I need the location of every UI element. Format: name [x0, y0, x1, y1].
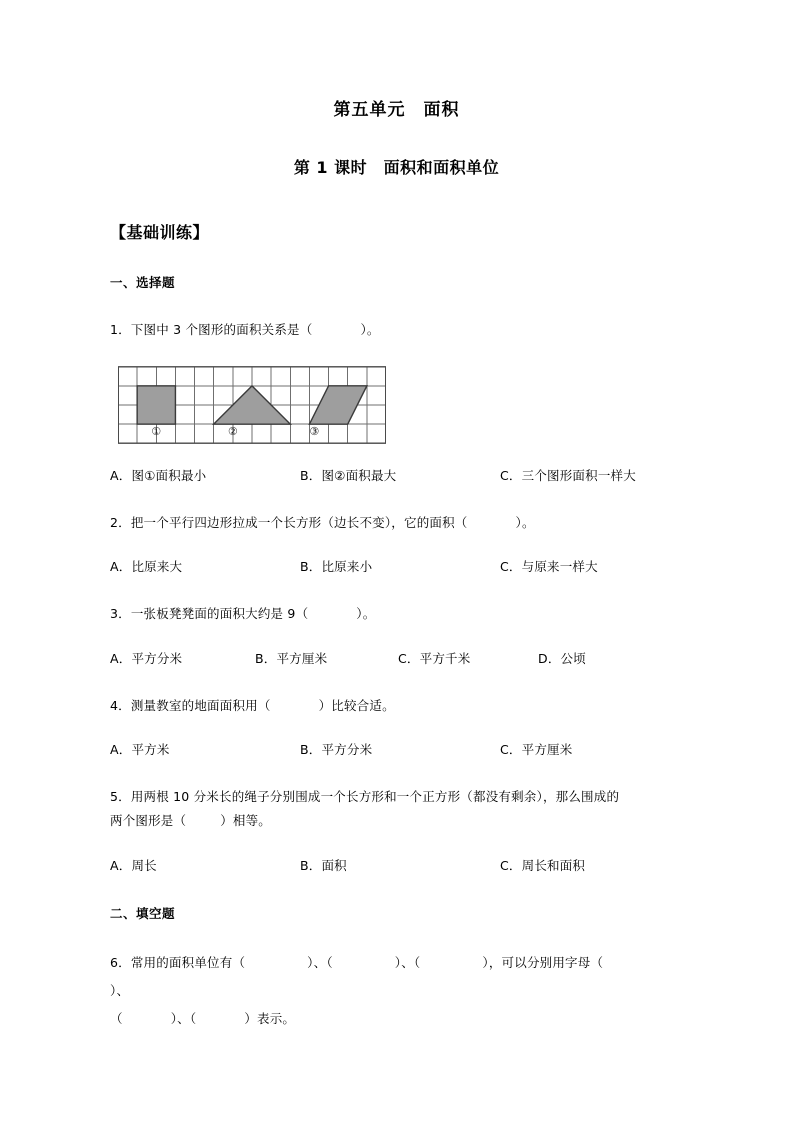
unit-title: 第五单元 面积	[333, 100, 460, 120]
question-5-number: 5	[110, 789, 119, 805]
question-6-part-7: ）、（	[170, 1011, 197, 1027]
shape-1-square	[137, 386, 175, 424]
question-2-options	[110, 557, 683, 575]
shape-1-label: ①	[151, 425, 162, 439]
question-3-option-d[interactable]: D．公顷	[538, 650, 586, 666]
shape-3-label: ③	[309, 425, 320, 439]
question-6-part-1: ．常用的面积单位有（	[118, 954, 246, 970]
lesson-title: 第 1 课时 面积和面积单位	[293, 158, 500, 178]
question-6-part-3: ）、（	[394, 954, 421, 970]
question-4-text-after: ）比较合适。	[318, 697, 395, 713]
question-1-option-a[interactable]: A．图①面积最小	[110, 467, 207, 483]
block-title: 【基础训练】	[110, 222, 210, 242]
question-6-part-5: ）、	[110, 982, 130, 998]
question-5-options	[110, 856, 683, 874]
question-1-number: 1	[110, 321, 119, 337]
question-6-number: 6	[110, 954, 119, 970]
question-1-option-b[interactable]: B．图②面积最大	[300, 467, 397, 483]
question-2-option-c[interactable]: C．与原来一样大	[500, 559, 598, 575]
question-4-option-b[interactable]: B．平方分米	[300, 742, 373, 758]
question-1-text-after: ）。	[360, 321, 380, 337]
question-5-line-1: ．用两根 10 分米长的绳子分别围成一个长方形和一个正方形（都没有剩余），那么围成的	[118, 789, 620, 805]
question-6-part-8: ）表示。	[244, 1011, 296, 1027]
question-1-options	[110, 466, 683, 484]
question-5-option-c[interactable]: C．周长和面积	[500, 857, 586, 873]
question-2-text-after: ）。	[515, 514, 535, 530]
question-6-part-4: ），可以分别用字母（	[482, 954, 604, 970]
question-4	[110, 694, 683, 718]
question-1-text-before: ．下图中 3 个图形的面积关系是（	[118, 321, 313, 337]
question-6	[110, 949, 683, 1033]
question-2-option-b[interactable]: B．比原来小	[300, 559, 373, 575]
question-4-options	[110, 740, 683, 758]
question-1-option-c[interactable]: C．三个图形面积一样大	[500, 467, 636, 483]
question-3-options	[110, 649, 683, 667]
section-title-choice: 一、选择题	[110, 274, 176, 290]
question-6-part-2: ）、（	[307, 954, 333, 970]
shape-2-label: ②	[227, 425, 238, 439]
question-3-number: 3	[110, 606, 119, 622]
question-3-text-after: ）。	[356, 606, 376, 622]
question-5	[110, 785, 683, 834]
question-3-option-a[interactable]: A．平方分米	[110, 650, 183, 666]
figure-container	[110, 366, 683, 444]
question-4-text-before: ．测量教室的地面面积用（	[118, 697, 271, 713]
question-4-number: 4	[110, 697, 119, 713]
question-2	[110, 511, 683, 535]
question-2-number: 2	[110, 514, 119, 530]
question-5-line-2-after: ）相等。	[220, 813, 272, 829]
question-4-option-c[interactable]: C．平方厘米	[500, 742, 573, 758]
section-title-fill: 二、填空题	[110, 905, 176, 921]
question-4-option-a[interactable]: A．平方米	[110, 742, 170, 758]
area-comparison-grid	[118, 366, 386, 444]
question-2-text-before: ．把一个平行四边形拉成一个长方形（边长不变），它的面积（	[118, 514, 468, 530]
question-3-option-c[interactable]: C．平方千米	[398, 650, 471, 666]
question-5-option-a[interactable]: A．周长	[110, 857, 157, 873]
question-2-option-a[interactable]: A．比原来大	[110, 559, 183, 575]
question-5-option-b[interactable]: B．面积	[300, 857, 347, 873]
question-3-text-before: ．一张板凳凳面的面积大约是 9（	[118, 606, 309, 622]
question-3	[110, 602, 683, 626]
question-3-option-b[interactable]: B．平方厘米	[255, 650, 328, 666]
question-5-line-2-before: 两个图形是（	[110, 813, 187, 829]
question-6-part-6: （	[110, 1011, 123, 1027]
question-1	[110, 318, 683, 342]
